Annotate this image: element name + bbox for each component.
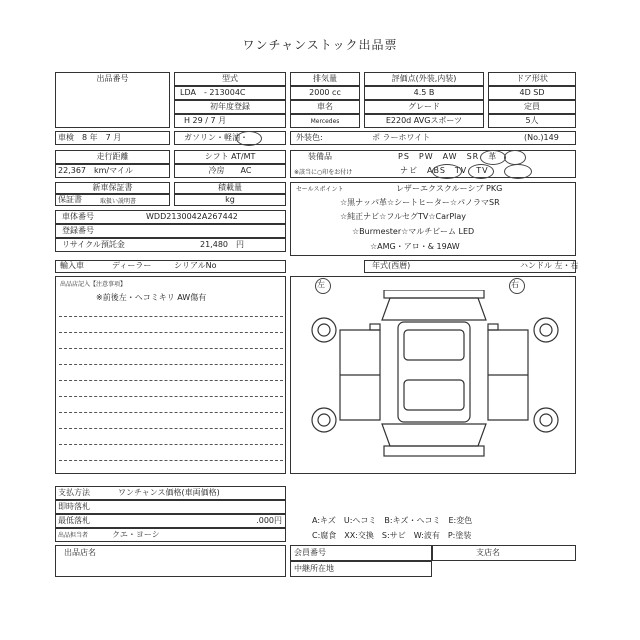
capacity-value: 5人 [525, 116, 539, 125]
grade-value: E220d AVGスポーツ [385, 116, 463, 125]
door-value: 4D SD [519, 88, 545, 97]
recycle-label: リサイクル預託金 [62, 240, 125, 249]
displacement-value: 2000 cc [309, 88, 341, 97]
damage-legend-1: A:キズ U:ヘコミ B:キズ・ヘコミ E:変色 [312, 516, 473, 525]
fuel-circle-mark [236, 131, 262, 146]
import-row [55, 260, 286, 273]
warranty-label: 新車保証書 [92, 183, 133, 192]
left-mark: 左 [317, 280, 325, 289]
reg-no-label: 登録番号 [62, 226, 94, 235]
score-label: 評価点(外装,内装) [391, 74, 457, 83]
note-line [59, 460, 283, 461]
load-label: 積載量 [218, 183, 242, 192]
note-line [59, 348, 283, 349]
min-bid-value: .000円 [256, 516, 282, 525]
selling-point-2: ☆黒ナッパ革☆シートヒーター☆パノラマSR [340, 198, 500, 207]
reg-value: H 29 / 7 月 [184, 116, 227, 125]
car-name-label: 車名 [317, 102, 333, 111]
serial-label: シリアルNo [174, 261, 217, 270]
min-bid-label: 最低落札 [58, 516, 90, 525]
warranty-status: 保証書 [58, 195, 82, 204]
equip-circle-leather [504, 150, 526, 165]
equip-circle-sr [480, 150, 506, 165]
right-mark: 右 [511, 280, 519, 289]
equipment-label: 装備品 [308, 152, 332, 161]
note-line [59, 412, 283, 413]
damage-legend-2: C:腐食 XX:交換 S:サビ W:波有 P:塗装 [312, 531, 472, 540]
note-line [59, 444, 283, 445]
handle-label: ハンドル 左・右 [520, 261, 579, 270]
dealer-label: ディーラー [112, 261, 152, 270]
model-label: 型式 [222, 74, 238, 83]
shift-label: シフト AT/MT [204, 152, 256, 161]
notes-label: 出品店記入【注意事項】 [60, 281, 127, 288]
lot-number-label: 出品番号 [96, 74, 129, 83]
mileage-label: 走行距離 [96, 152, 129, 161]
note-line [59, 380, 283, 381]
equipment-note: ※該当に○印をお付け [294, 169, 353, 176]
import-label: 輸入車 [60, 261, 84, 270]
note-line [59, 316, 283, 317]
year-label: 年式(西暦) [372, 261, 411, 270]
selling-point-4: ☆Burmester☆マルチビーム LED [352, 227, 475, 236]
capacity-label: 定員 [524, 102, 540, 111]
notes-line-1: ※前後左・ヘコミキリ AW傷有 [96, 293, 207, 302]
location-label: 中継所在地 [294, 564, 334, 573]
rep-label: 出品担当者 [58, 532, 89, 539]
color-value: ポ ラーホワイト [372, 133, 431, 142]
car-outline-diagram [300, 290, 570, 474]
fuel-options: ガソリン・軽油・ [184, 133, 248, 142]
instant-bid-label: 即時落札 [58, 502, 90, 511]
selling-point-5: ☆AMG・アロ・& 19AW [370, 242, 460, 251]
selling-point-label: セールスポイント [296, 186, 344, 193]
color-number: (No.)149 [524, 133, 559, 142]
page-title: ワンチャンストック出品票 [242, 38, 398, 52]
rep-row [55, 528, 286, 542]
equip-circle-tv [468, 164, 494, 179]
inspection-value: 車検 8 年 7 月 [58, 133, 122, 142]
score-value: 4.5 B [413, 88, 435, 97]
selling-point-3: ☆純正ナビ☆フルセグTV☆CarPlay [340, 212, 467, 221]
equipment-row-1: PS PW AW SR 革 [398, 152, 498, 161]
branch-cell [432, 545, 576, 561]
chassis-label: 車体番号 [62, 212, 94, 221]
car-name-value: Mercedes [310, 118, 340, 125]
displacement-label: 排気量 [313, 74, 337, 83]
selling-point-1: レザーエクスクルーシブ PKG [396, 184, 503, 193]
color-label: 外装色: [296, 133, 323, 142]
ac-label: 冷房 AC [208, 166, 252, 175]
note-line [59, 364, 283, 365]
member-no-label: 会員番号 [294, 548, 326, 557]
recycle-value: 21,480 円 [200, 240, 244, 249]
grade-label: グレード [408, 102, 440, 111]
equip-circle-abs [432, 164, 462, 179]
branch-label: 支店名 [476, 548, 500, 557]
chassis-value: WDD2130042A267442 [146, 212, 238, 221]
rep-value: クエ・ヨーシ [112, 530, 160, 539]
equipment-row-2: ナビ ABS TV TV [400, 166, 489, 175]
manual-label: 取扱い説明書 [100, 198, 137, 205]
shop-name-label: 出品店名 [64, 548, 96, 557]
equip-circle-tv2 [504, 164, 532, 179]
load-unit: kg [225, 195, 235, 204]
note-line [59, 332, 283, 333]
mileage-value: 22,367 km/マイル [58, 166, 133, 175]
door-label: ドア形状 [516, 74, 548, 83]
model-value: LDA - 213004C [180, 88, 246, 97]
payment-method-label: 支払方法 [58, 488, 90, 497]
reg-label: 初年度登録 [210, 102, 250, 111]
note-line [59, 428, 283, 429]
payment-method-value: ワンチャンス価格(車両価格) [118, 488, 220, 497]
note-line [59, 396, 283, 397]
